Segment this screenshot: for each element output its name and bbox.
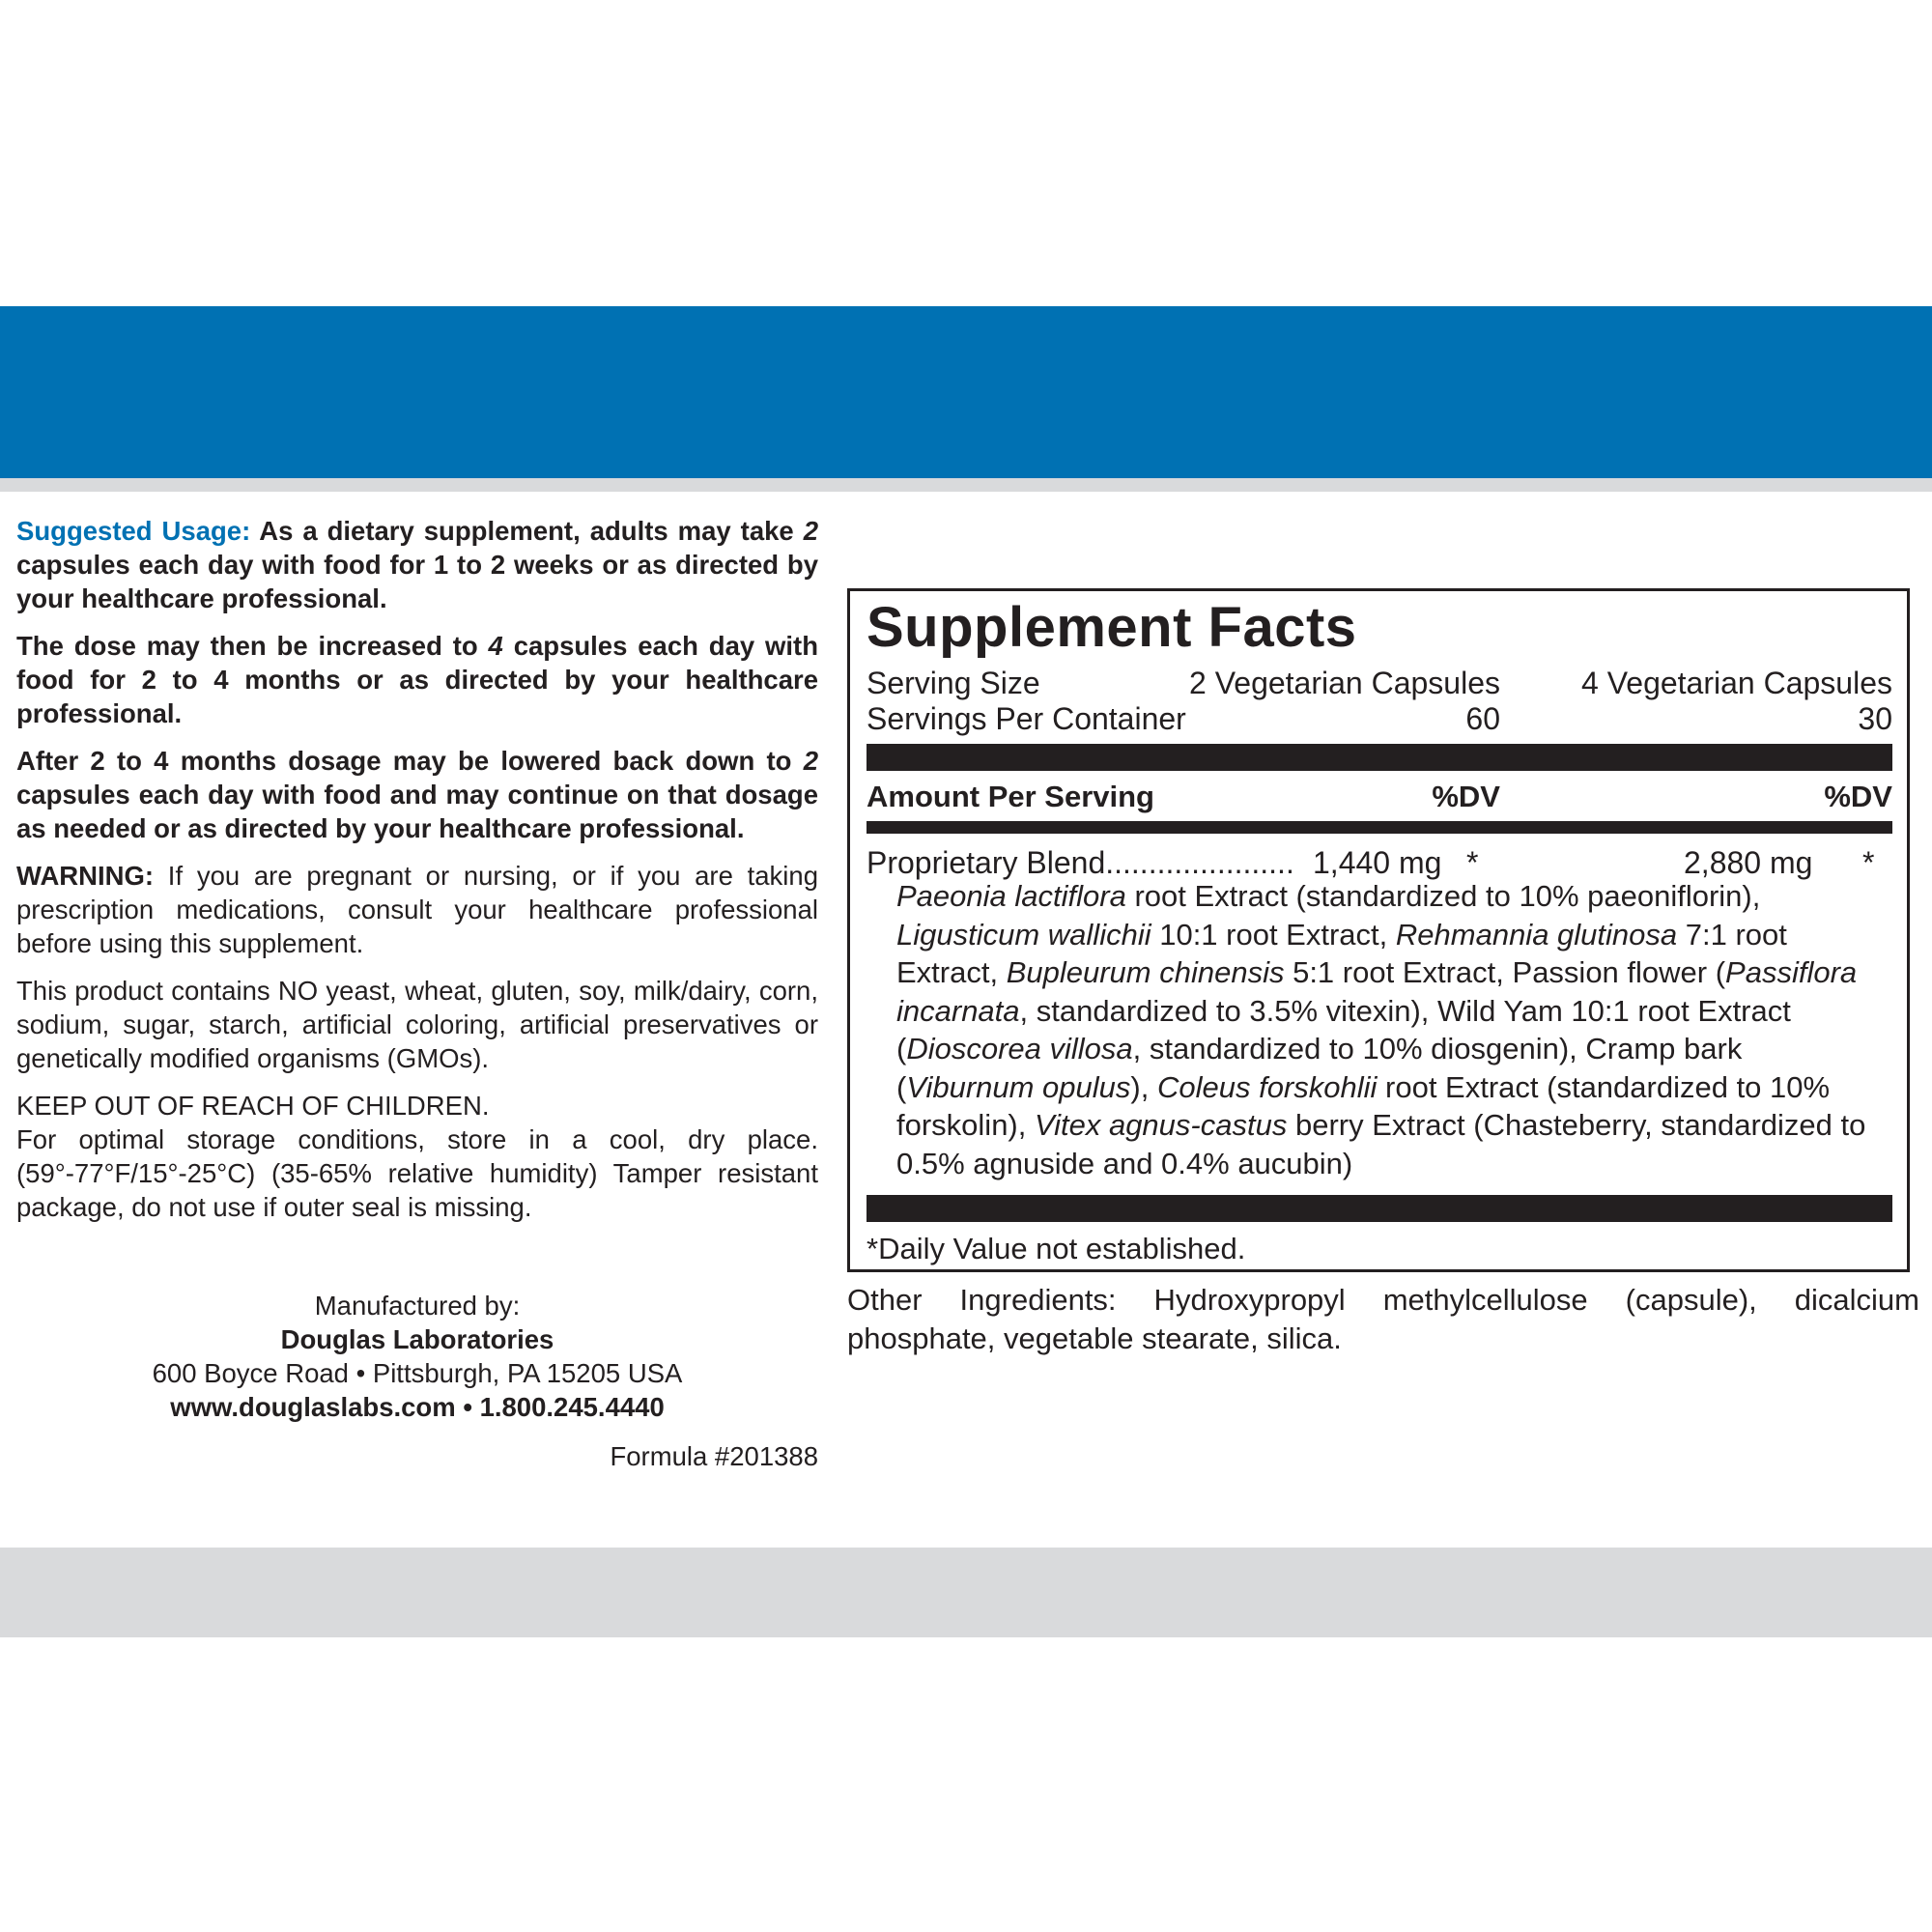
- facts-divider-thick: [867, 744, 1892, 771]
- facts-title: Supplement Facts: [867, 596, 1357, 659]
- blend-ingredients: Paeonia lactiflora root Extract (standardized to 10% paeoniflorin), Ligusticum wallichii 10:1 root Extract, Rehmannia glutinosa 7:1 root Extract, Bupleurum chinensis 5:1 root Extract, Passion flower (Passiflora incarnata, standardized to 3.5% vitexin), Wild Yam 10:1 root Extract (Dioscorea villosa, standardized to 10% diosgenin), Cramp bark (Viburnum opulus), Coleus forskohlii root Extract (standardized to 10% forskolin), Vitex agnus-castus berry Extract (Chasteberry, standardized to 0.5% agnuside and 0.4% aucubin): [896, 879, 1866, 1180]
- facts-divider-bottom: [867, 1195, 1892, 1222]
- storage-paragraph: For optimal storage conditions, store in a cool, dry place. (59°-77°F/15°-25°C) (35-65% relative humidity) Tamper resistant package, do not use if outer seal is missing.: [16, 1124, 818, 1222]
- other-ingredients: Other Ingredients: Hydroxypropyl methylcellulose (capsule), dicalcium phosphate, vegetable stearate, silica.: [847, 1283, 1919, 1355]
- manufacturer-address: 600 Boyce Road • Pittsburgh, PA 15205 USA: [152, 1358, 683, 1388]
- usage-paragraph-3: After 2 to 4 months dosage may be lowered back down to 2 capsules each day with food and may continue on that dosage as needed or as directed by your healthcare professional.: [16, 746, 818, 843]
- manufacturer-name: Douglas Laboratories: [280, 1324, 554, 1354]
- manufacturer-label: Manufactured by:: [314, 1291, 521, 1321]
- formula-number: Formula #201388: [610, 1441, 818, 1471]
- keep-out-notice: KEEP OUT OF REACH OF CHILDREN.: [16, 1091, 490, 1121]
- facts-divider-medium: [867, 821, 1892, 834]
- warning-label: WARNING:: [16, 861, 155, 891]
- facts-footnote: *Daily Value not established.: [867, 1232, 1246, 1265]
- usage-heading: Suggested Usage:: [16, 516, 251, 546]
- top-blue-band: [0, 306, 1932, 478]
- usage-column: [16, 514, 818, 1237]
- warning-paragraph: WARNING: If you are pregnant or nursing, or if you are taking prescription medications, consult your healthcare professional before using this supplement.: [16, 861, 818, 958]
- gray-divider-band: [0, 478, 1932, 492]
- manufacturer-block: [16, 1289, 818, 1424]
- free-of-paragraph: This product contains NO yeast, wheat, gluten, soy, milk/dairy, corn, sodium, sugar, starch, artificial coloring, artificial preservatives or genetically modified organisms (GMOs).: [16, 976, 818, 1073]
- supplement-facts-panel: Supplement Facts Serving Size 2 Vegetarian Capsules 4 Vegetarian Capsules Servings Per Container 60 30 Amount Per Serving %DV %DV Proprietary Blend...................... 1,440 mg * 2,880 mg * Paeonia lactiflora root Extract (standardized to 10% paeoniflorin), Ligusticum wallichii 10:1 root Extract, Rehmannia glutinosa 7:1 root Extract, Bupleurum chinensis 5:1 root Extract, Passion flower (Passiflora incarnata, standardized to 3.5% vitexin), Wild Yam 10:1 root Extract (Dioscorea villosa, standardized to 10% diosgenin), Cramp bark (Viburnum opulus), Coleus forskohlii root Extract (standardized to 10% forskolin), Vitex agnus-castus berry Extract (Chasteberry, standardized to 0.5% agnuside and 0.4% aucubin) *Daily Value not established.: [847, 588, 1910, 1272]
- usage-paragraph-2: The dose may then be increased to 4 capsules each day with food for 2 to 4 months or as directed by your healthcare professional.: [16, 631, 818, 728]
- bottom-gray-band: [0, 1548, 1932, 1637]
- manufacturer-contact: www.douglaslabs.com • 1.800.245.4440: [170, 1392, 665, 1422]
- usage-paragraph-1: Suggested Usage: As a dietary supplement, adults may take 2 capsules each day with food for 1 to 2 weeks or as directed by your healthcare professional.: [16, 516, 818, 613]
